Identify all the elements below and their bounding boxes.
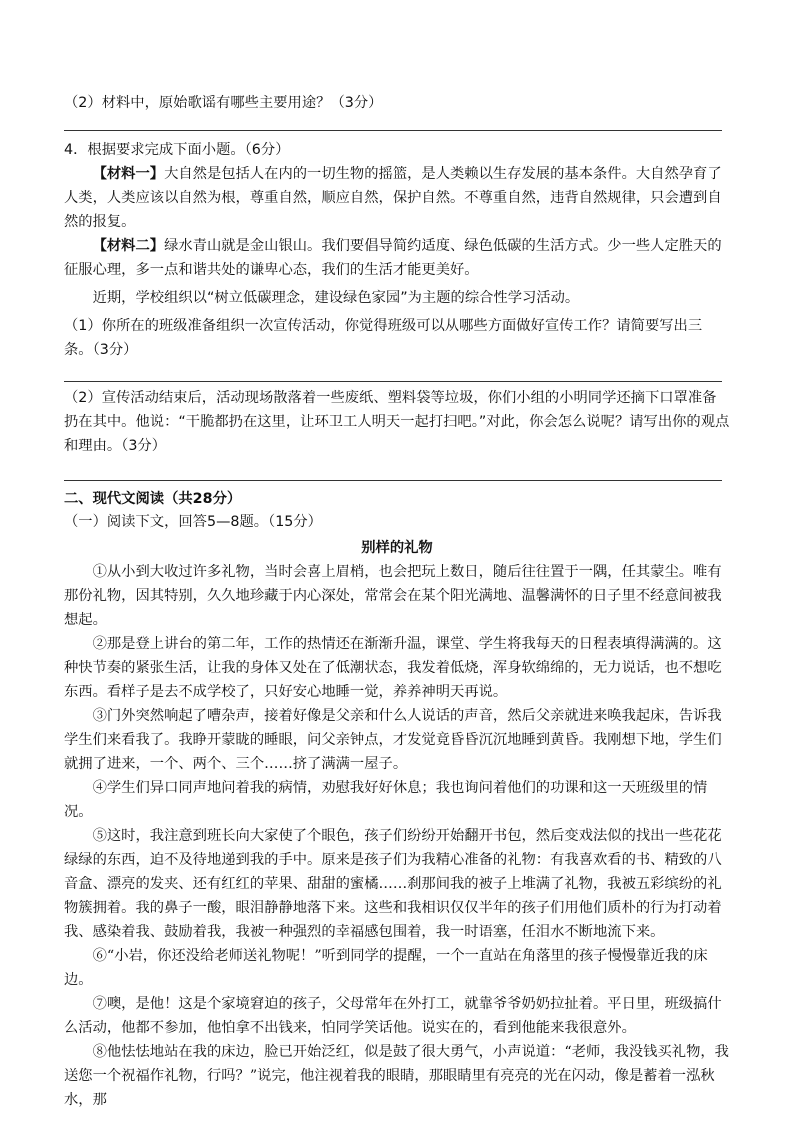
activity-context: 近期，学校组织以“树立低碳理念，建设绿色家园”为主题的综合性学习活动。 — [92, 290, 580, 306]
material-1-tag: 【材料一】 — [92, 166, 165, 182]
answer-line — [64, 480, 722, 481]
material-2-tag: 【材料二】 — [92, 238, 165, 254]
question-4-header: 4．根据要求完成下面小题。（6分） — [64, 142, 290, 158]
section-2-heading: 二、现代文阅读（共28分） — [64, 491, 242, 507]
article-paragraph-8: ⑧他怯怯地站在我的床边，脸已开始泛红，似是鼓了很大勇气，小声说道：“老师，我没钱买礼物，我送您一个祝福作礼物，行吗？”说完，他注视着我的眼睛，那眼睛里有亮亮的光在闪动，像是蓄着一泓秋水，那 — [64, 1044, 729, 1108]
article-paragraph-1: ①从小到大收过许多礼物，当时会喜上眉梢，也会把玩上数日，随后往往置于一隅，任其蒙尘。唯有那份礼物，因其特别，久久地珍藏于内心深处，常常会在某个阳光满地、温馨满怀的日子里不经意间被我想起。 — [64, 564, 722, 628]
answer-line — [64, 130, 722, 131]
article-paragraph-4: ④学生们异口同声地问着我的病情，劝慰我好好休息；我也询问着他们的功课和这一天班级里的情况。 — [64, 780, 708, 820]
material-1 — [64, 162, 730, 234]
material-2-text: 绿水青山就是金山银山。我们要倡导简约适度、绿色低碳的生活方式。少一些人定胜天的征服心理，多一点和谐共处的谦卑心态，我们的生活才能更美好。 — [64, 238, 722, 278]
article-paragraph-7: ⑦噢，是他！这是个家境窘迫的孩子，父母常年在外打工，就靠爷爷奶奶拉扯着。平日里，班级搞什么活动，他都不参加，他怕拿不出钱来，怕同学笑话他。说实在的，看到他能来我很意外。 — [64, 996, 722, 1036]
question-3-part-2: （2）材料中，原始歌谣有哪些主要用途？（3分） — [64, 95, 383, 111]
question-4-part-1: （1）你所在的班级准备组织一次宣传活动，你觉得班级可以从哪些方面做好宣传工作？请简要写出三条。（3分） — [64, 318, 703, 358]
article-body — [64, 560, 730, 1112]
answer-line — [64, 381, 722, 382]
article-paragraph-3: ③门外突然响起了嘈杂声，接着好像是父亲和什么人说话的声音，然后父亲就进来唤我起床，告诉我学生们来看我了。我睁开蒙眬的睡眼，问父亲钟点，才发觉竟昏昏沉沉地睡到黄昏。我刚想下地，学生们就拥了进来，一个、两个、三个……挤了满满一屋子。 — [64, 708, 722, 772]
material-2 — [64, 234, 730, 282]
article-paragraph-2: ②那是登上讲台的第二年，工作的热情还在渐渐升温，课堂、学生将我每天的日程表填得满满的。这种快节奏的紧张生活，让我的身体又处在了低潮状态，我发着低烧，浑身软绵绵的，无力说话，也不想吃东西。看样子是去不成学校了，只好安心地睡一觉，养养神明天再说。 — [64, 636, 722, 700]
question-4-part-2: （2）宣传活动结束后，活动现场散落着一些废纸、塑料袋等垃圾，你们小组的小明同学还摘下口罩准备扔在其中。他说：“干脆都扔在这里，让环卫工人明天一起打扫吧。”对此，你会怎么说呢？请写出你的观点和理由。（3分） — [64, 390, 730, 454]
article-paragraph-6: ⑥“小岩，你还没给老师送礼物呢！”听到同学的提醒，一个一直站在角落里的孩子慢慢靠近我的床边。 — [64, 948, 708, 988]
material-1-text: 大自然是包括人在内的一切生物的摇篮，是人类赖以生存发展的基本条件。大自然孕育了人类，人类应该以自然为根，尊重自然，顺应自然，保护自然。不尊重自然，违背自然规律，只会遭到自然的报复。 — [64, 166, 722, 230]
article-paragraph-5: ⑤这时，我注意到班长向大家使了个眼色，孩子们纷纷开始翻开书包，然后变戏法似的找出一些花花绿绿的东西，迫不及待地递到我的手中。原来是孩子们为我精心准备的礼物：有我喜欢看的书、精致的八音盒、漂亮的发夹、还有红红的苹果、甜甜的蜜橘……刹那间我的被子上堆满了礼物，我被五彩缤纷的礼物簇拥着。我的鼻子一酸，眼泪静静地落下来。这些和我相识仅仅半年的孩子们用他们质朴的行为打动着我、感染着我、鼓励着我，我被一种强烈的幸福感包围着，我一时语塞，任泪水不断地流下来。 — [64, 828, 722, 940]
section-2-subheading: （一）阅读下文，回答5—8题。（15分） — [64, 514, 322, 530]
article-title: 别样的礼物 — [361, 540, 433, 556]
